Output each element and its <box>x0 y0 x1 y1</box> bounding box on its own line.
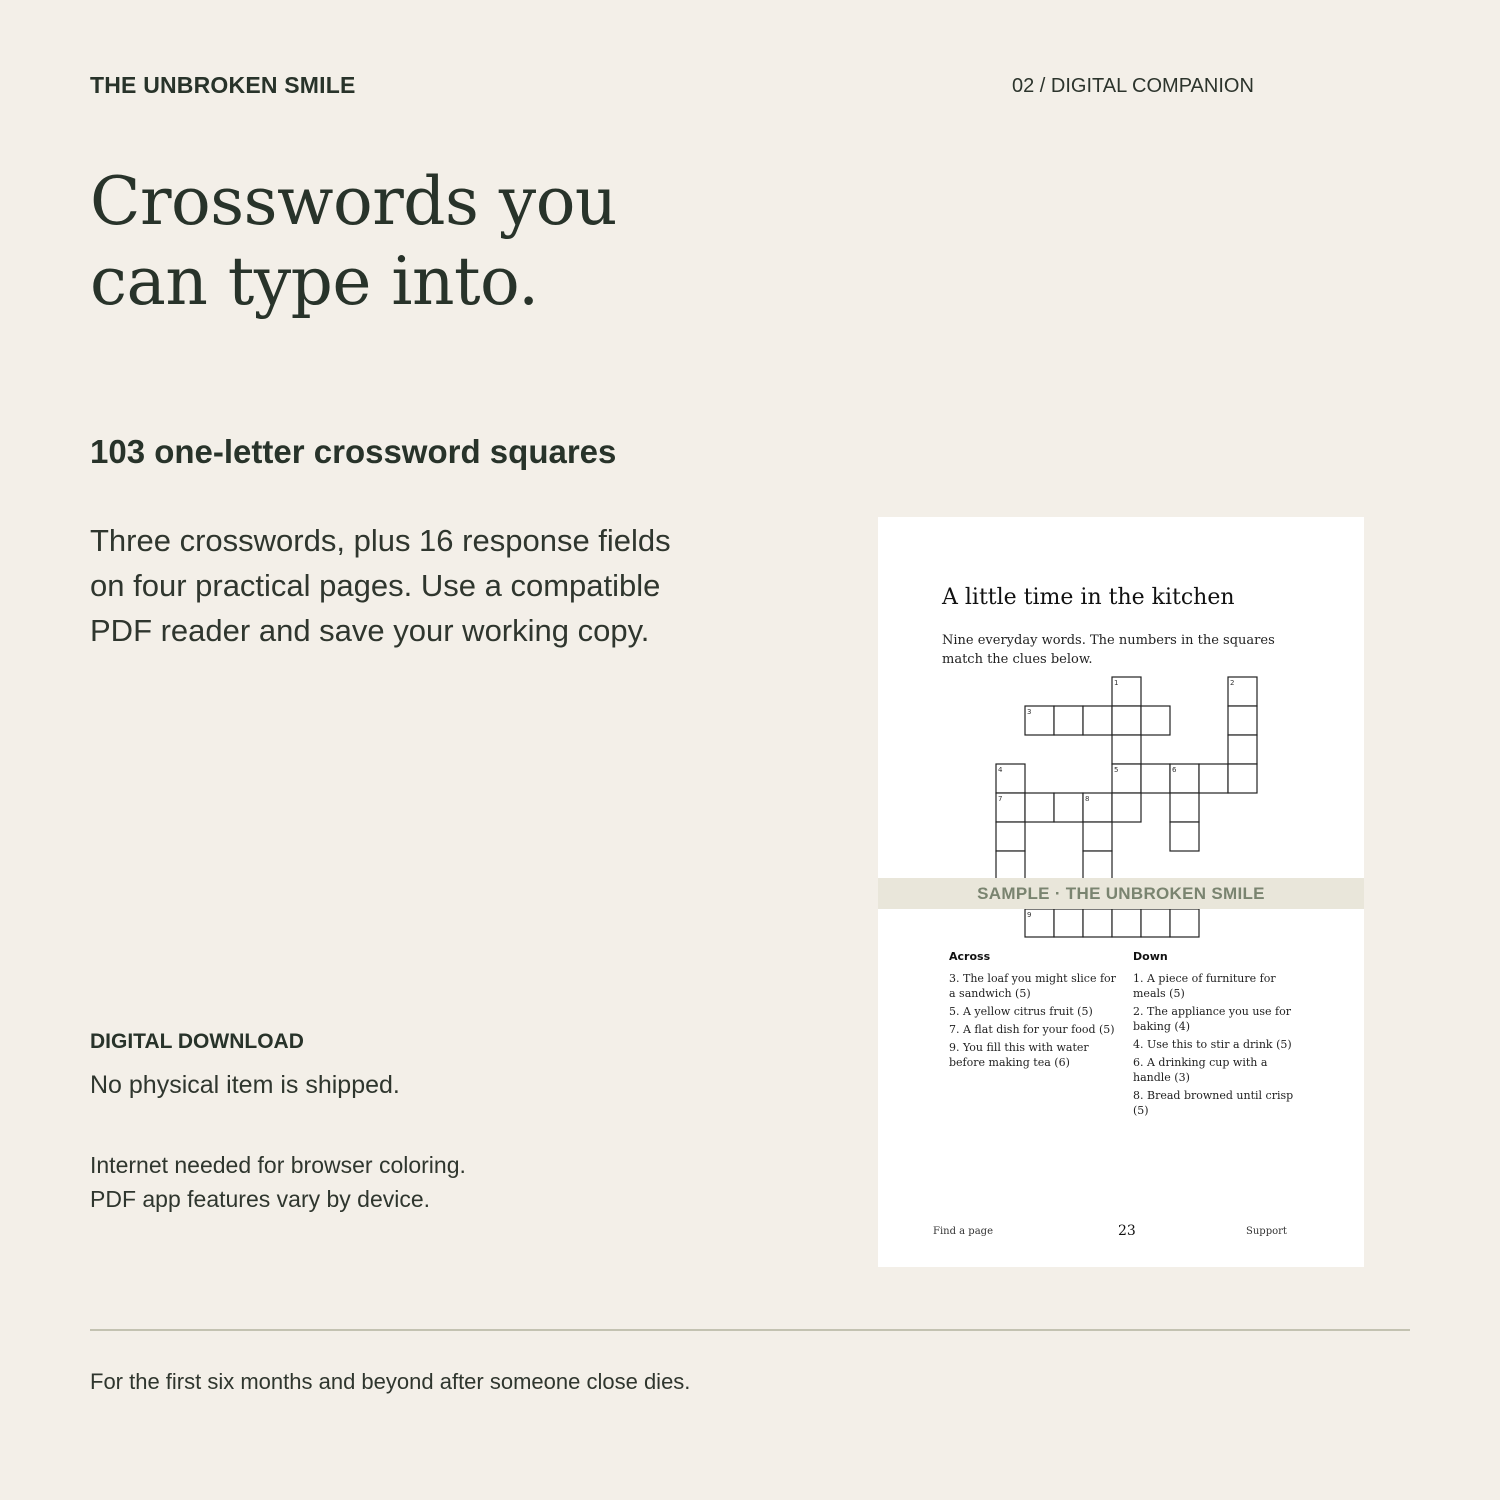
crossword-cell[interactable] <box>1083 909 1112 937</box>
feature-description-line-3: PDF reader and save your working copy. <box>90 613 650 648</box>
feature-title: 103 one-letter crossword squares <box>90 433 617 470</box>
clue-item: 3. The loaf you might slice for a sandwich (5) <box>949 972 1116 1000</box>
find-page-link[interactable]: Find a page <box>933 1226 993 1237</box>
feature-description <box>90 518 730 653</box>
support-link[interactable]: Support <box>1246 1226 1287 1237</box>
requirements-line-1: Internet needed for browser coloring. <box>90 1152 466 1178</box>
clue-item: 6. A drinking cup with a handle (3) <box>1133 1056 1268 1084</box>
shipping-note: No physical item is shipped. <box>90 1071 400 1099</box>
crossword-cell[interactable] <box>1112 706 1141 735</box>
grid-number: 5 <box>1114 766 1119 774</box>
grid-number: 9 <box>1027 911 1032 919</box>
crossword-cell[interactable] <box>1112 793 1141 822</box>
crossword-cell[interactable] <box>1170 822 1199 851</box>
across-heading: Across <box>949 950 991 963</box>
grid-number: 2 <box>1230 679 1235 687</box>
crossword-cell[interactable] <box>1170 793 1199 822</box>
grid-number: 1 <box>1114 679 1119 687</box>
crossword-cell[interactable] <box>1054 793 1083 822</box>
feature-description-line-1: Three crosswords, plus 16 response fields <box>90 523 671 558</box>
clue-item: 7. A flat dish for your food (5) <box>949 1023 1115 1036</box>
digital-download-label: DIGITAL DOWNLOAD <box>90 1030 304 1053</box>
footer-divider <box>90 1329 1410 1331</box>
sample-page-intro-line-2: match the clues below. <box>942 652 1093 667</box>
grid-number: 7 <box>998 795 1003 803</box>
section-tag: 02 / DIGITAL COMPANION <box>1012 75 1254 97</box>
crossword-cell[interactable] <box>1025 793 1054 822</box>
crossword-cell[interactable] <box>1141 909 1170 937</box>
requirements-line-2: PDF app features vary by device. <box>90 1186 431 1212</box>
brand-name: THE UNBROKEN SMILE <box>90 72 356 98</box>
requirements-note <box>90 1148 466 1216</box>
headline-line-2: can type into. <box>90 243 539 320</box>
clue-item: 5. A yellow citrus fruit (5) <box>949 1005 1093 1018</box>
crossword-cell[interactable] <box>1228 706 1257 735</box>
sample-page-intro-line-1: Nine everyday words. The numbers in the squares <box>942 633 1275 648</box>
crossword-cell[interactable] <box>1083 851 1112 880</box>
clue-item: 2. The appliance you use for baking (4) <box>1133 1005 1292 1033</box>
crossword-cell[interactable] <box>1170 909 1199 937</box>
feature-description-line-2: on four practical pages. Use a compatible <box>90 568 661 603</box>
down-heading: Down <box>1133 950 1168 963</box>
sample-watermark-banner: SAMPLE · THE UNBROKEN SMILE <box>878 878 1364 909</box>
crossword-cell[interactable] <box>1054 706 1083 735</box>
clue-item: 4. Use this to stir a drink (5) <box>1133 1038 1292 1051</box>
clue-item: 1. A piece of furniture for meals (5) <box>1133 972 1276 1000</box>
clue-item: 8. Bread browned until crisp (5) <box>1133 1089 1294 1117</box>
page-headline <box>90 162 617 322</box>
footer-tagline: For the first six months and beyond after someone close dies. <box>90 1369 691 1394</box>
crossword-cell[interactable] <box>996 851 1025 880</box>
crossword-cell[interactable] <box>1083 822 1112 851</box>
grid-number: 6 <box>1172 766 1177 774</box>
page-number: 23 <box>1118 1223 1136 1239</box>
crossword-cell[interactable] <box>1228 735 1257 764</box>
grid-number: 3 <box>1027 708 1032 716</box>
crossword-cell[interactable] <box>1141 706 1170 735</box>
crossword-cell[interactable] <box>1228 764 1257 793</box>
across-clues <box>949 949 1119 1073</box>
crossword-cell[interactable] <box>1199 764 1228 793</box>
headline-line-1: Crosswords you <box>90 163 617 240</box>
crossword-cell[interactable] <box>1054 909 1083 937</box>
sample-page-title: A little time in the kitchen <box>942 585 1235 610</box>
sample-page-preview <box>878 517 1364 1267</box>
grid-number: 8 <box>1085 795 1090 803</box>
crossword-cell[interactable] <box>996 822 1025 851</box>
crossword-cell[interactable] <box>1083 706 1112 735</box>
crossword-cell[interactable] <box>1112 909 1141 937</box>
clue-item: 9. You fill this with water before making tea (6) <box>949 1041 1089 1069</box>
crossword-cell[interactable] <box>1141 764 1170 793</box>
grid-number: 4 <box>998 766 1003 774</box>
crossword-cell[interactable] <box>1112 735 1141 764</box>
down-clues <box>1133 949 1303 1121</box>
